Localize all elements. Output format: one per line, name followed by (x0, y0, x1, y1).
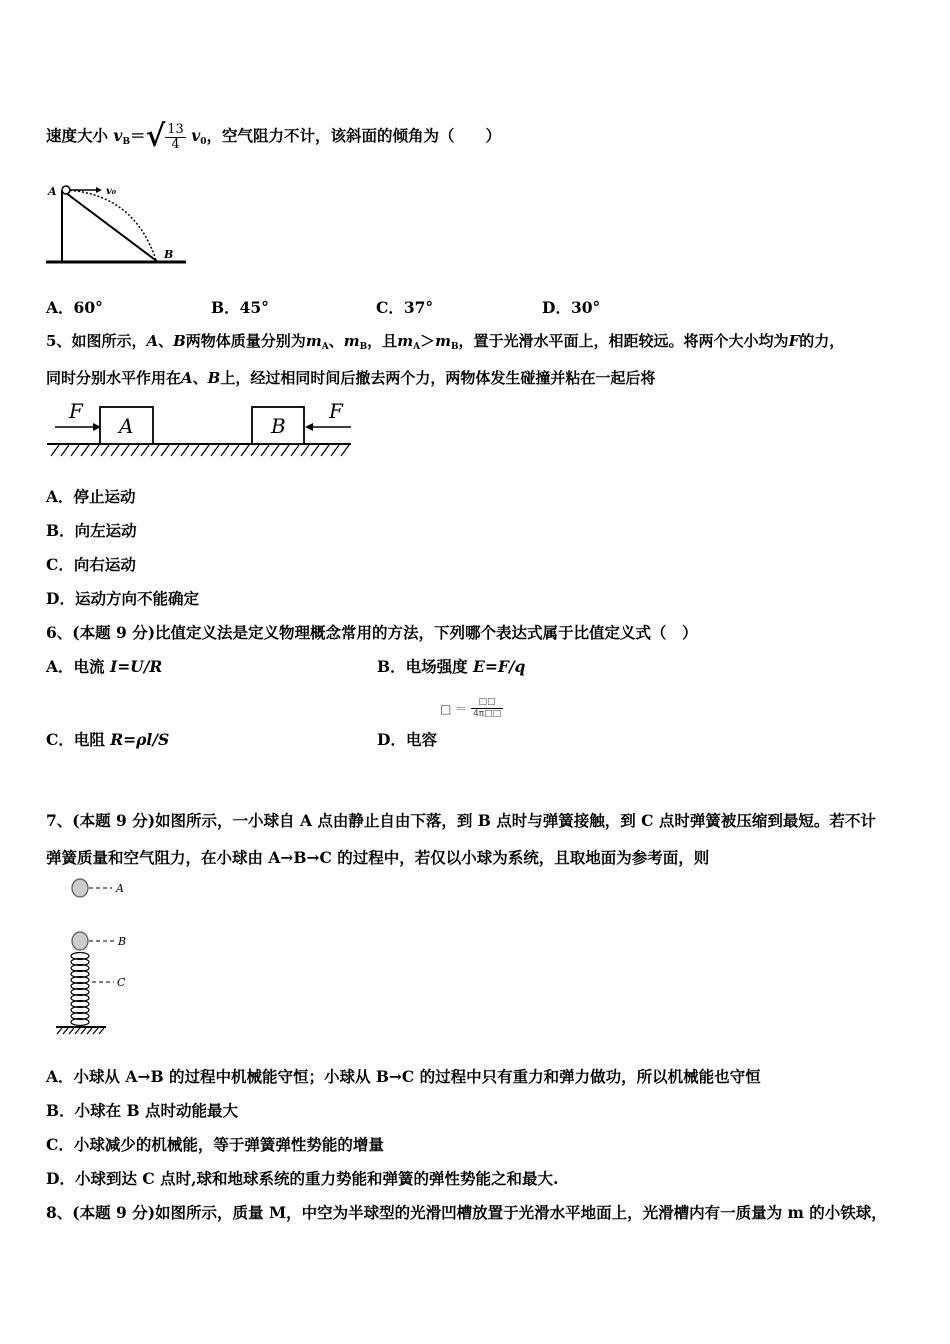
q4-ball-icon (62, 186, 70, 194)
q4-stem-prefix: 速度大小 (46, 126, 109, 145)
q5-text: ，且 (367, 332, 398, 350)
formula-left: □ ＝ (440, 702, 468, 716)
option-text: 电场强度 (405, 657, 474, 676)
q7-spring-figure (54, 876, 144, 1036)
q5-number: 5、 (46, 332, 72, 350)
q5-label-force-right: F (329, 399, 343, 423)
option-text: 45° (239, 298, 269, 317)
q7-stem-line1 (46, 809, 876, 831)
q7-option-b[interactable] (46, 1099, 238, 1121)
q5-label-block-a: A (119, 414, 134, 438)
q5-mass-b: m (343, 332, 360, 350)
option-letter: A． (46, 1067, 74, 1086)
q7-label-b: B (118, 935, 127, 948)
option-letter: B． (46, 1101, 75, 1120)
q5-option-b[interactable] (46, 519, 137, 541)
option-letter: C． (376, 298, 404, 317)
option-text: 向左运动 (74, 521, 137, 540)
q5-stem-line1 (46, 330, 844, 352)
q7-stem-line2 (46, 846, 709, 868)
q5-mass-a-sub: A (321, 342, 329, 352)
q7-ball-at-b-icon (72, 932, 88, 950)
option-text: 小球从 A→B 的过程中机械能守恒；小球从 B→C 的过程中只有重力和弹力做功，所以机械能也守恒 (73, 1067, 761, 1086)
q4-label-b: B (164, 248, 174, 261)
q5-text: ，置于光滑水平面上，相距较远。将两个大小均为 (458, 332, 789, 350)
q5-text: 、 (192, 369, 208, 387)
q5-mass-a-sub: A (413, 342, 421, 352)
q4-stem-suffix: ，空气阻力不计，该斜面的倾角为（ ） (206, 126, 502, 145)
q5-text: 同时分别水平作用在 (46, 369, 182, 387)
q5-force-f: F (788, 332, 800, 350)
option-formula: R=ρl/S (110, 730, 170, 749)
vb-symbol: v (113, 126, 123, 145)
q5-text: 的力， (799, 332, 845, 350)
equals-sign: ＝ (130, 126, 146, 145)
q7-label-c: C (117, 976, 126, 989)
q5-mass-b: m (435, 332, 451, 350)
q4-arrowhead-icon (96, 187, 102, 193)
q7-option-c[interactable] (46, 1133, 384, 1155)
q5-option-a[interactable] (46, 485, 136, 507)
q6-option-a[interactable] (46, 655, 162, 677)
option-letter: D． (542, 298, 571, 317)
option-text: 运动方向不能确定 (74, 589, 199, 608)
option-text: 电阻 (73, 730, 111, 749)
q7-option-a[interactable] (46, 1065, 761, 1087)
q7-ball-at-a-icon (72, 879, 88, 897)
v0-subscript: 0 (200, 137, 207, 147)
q5-text: 上，经过相同时间后撤去两个力，两物体发生碰撞并粘在一起后将 (220, 369, 656, 387)
option-letter: A． (46, 657, 74, 676)
option-text: 电流 (73, 657, 110, 676)
q5-var-b: B (173, 332, 186, 350)
q7-ground-hatching (57, 1028, 104, 1034)
q6-number: 6、 (46, 623, 73, 642)
fraction-denominator: 4 (171, 136, 180, 152)
q5-var-a: A (146, 332, 159, 350)
q4-incline-figure (44, 180, 194, 270)
q5-text: 两物体质量分别为 (185, 332, 306, 350)
option-letter: A． (46, 487, 74, 506)
q5-label-force-left: F (69, 399, 83, 423)
q8-number: 8、 (46, 1203, 73, 1222)
fraction-13-over-4 (165, 123, 186, 152)
q5-mass-b-sub: B (359, 342, 368, 352)
v0-symbol: v (191, 126, 201, 145)
option-letter: D． (46, 589, 75, 608)
q5-ground-hatching (51, 445, 349, 456)
q5-arrowhead-left-icon (305, 423, 313, 431)
formula-numerator: □□ (471, 697, 503, 709)
option-text: 37° (403, 298, 434, 317)
q5-text: 、 (158, 332, 174, 350)
q4-option-c[interactable] (376, 296, 433, 318)
option-text: 小球到达 C 点时,球和地球系统的重力势能和弹簧的弹性势能之和最大. (74, 1169, 559, 1188)
q5-mass-a: m (305, 332, 322, 350)
q6-option-c[interactable] (46, 728, 169, 750)
q5-var-b: B (207, 369, 221, 387)
option-letter: C． (46, 555, 74, 574)
q7-number: 7、 (46, 811, 73, 830)
q7-label-a: A (116, 882, 124, 895)
vb-subscript: B (122, 137, 131, 147)
option-letter: A． (46, 298, 74, 317)
q6-option-d[interactable] (377, 728, 437, 750)
q7-stem-text: 弹簧质量和空气阻力，在小球由 A→B→C 的过程中，若仅以小球为系统，且取地面为参考面，则 (46, 848, 710, 867)
q7-spring-icon (71, 953, 89, 1026)
q7-option-d[interactable] (46, 1167, 558, 1189)
option-formula: E=F/q (473, 657, 526, 676)
option-text: 停止运动 (73, 487, 136, 506)
q4-label-v0: v₀ (106, 186, 117, 197)
q8-stem-line1 (46, 1201, 887, 1223)
sqrt-icon: √ (145, 119, 166, 154)
q6-option-b[interactable] (377, 655, 525, 677)
option-letter: D． (377, 730, 406, 749)
option-text: 向右运动 (73, 555, 136, 574)
q4-label-a: A (48, 185, 57, 198)
q5-mass-b-sub: B (450, 342, 459, 352)
option-text: 60° (73, 298, 103, 317)
formula-fraction (471, 697, 503, 720)
q5-stem-line2 (46, 367, 655, 388)
option-letter: B． (211, 298, 240, 317)
q4-option-a[interactable] (46, 296, 103, 318)
option-letter: D． (46, 1169, 75, 1188)
option-formula: I=U/R (109, 657, 163, 676)
q5-greater-than: ＞ (420, 332, 436, 350)
q5-mass-a: m (397, 332, 414, 350)
q5-option-c[interactable] (46, 553, 136, 575)
q8-stem-text: (本题 9 分)如图所示，质量 M，中空为半球型的光滑凹槽放置于光滑水平地面上，光滑槽内有一质量为 m 的小铁球， (72, 1203, 887, 1222)
option-text: 小球在 B 点时动能最大 (74, 1101, 239, 1120)
option-letter: C． (46, 1135, 74, 1154)
option-text: 电容 (405, 730, 437, 749)
q5-text: 、 (328, 332, 344, 350)
option-letter: C． (46, 730, 74, 749)
q6-option-d-formula (440, 697, 503, 720)
q4-option-d[interactable] (542, 296, 600, 318)
q7-stem-text: (本题 9 分)如图所示，一小球自 A 点由静止自由下落，到 B 点时与弹簧接触，到 C 点时弹簧被压缩到最短。若不计 (72, 811, 876, 830)
q5-blocks-figure (45, 400, 355, 462)
fraction-numerator: 13 (167, 121, 184, 137)
option-text: 小球减少的机械能，等于弹簧弹性势能的增量 (73, 1135, 384, 1154)
formula-denominator: 4π□□ (472, 709, 502, 719)
q5-label-block-b: B (271, 414, 286, 438)
option-text: 30° (570, 298, 601, 317)
option-letter: B． (46, 521, 75, 540)
q5-text: 如图所示， (71, 332, 147, 350)
q5-var-a: A (181, 369, 193, 387)
q4-option-b[interactable] (211, 296, 269, 318)
q6-stem (46, 621, 698, 643)
option-letter: B． (377, 657, 406, 676)
q6-stem-text: (本题 9 分)比值定义法是定义物理概念常用的方法，下列哪个表达式属于比值定义式（ ） (72, 623, 698, 642)
q5-option-d[interactable] (46, 587, 199, 609)
q4-stem (46, 119, 502, 154)
